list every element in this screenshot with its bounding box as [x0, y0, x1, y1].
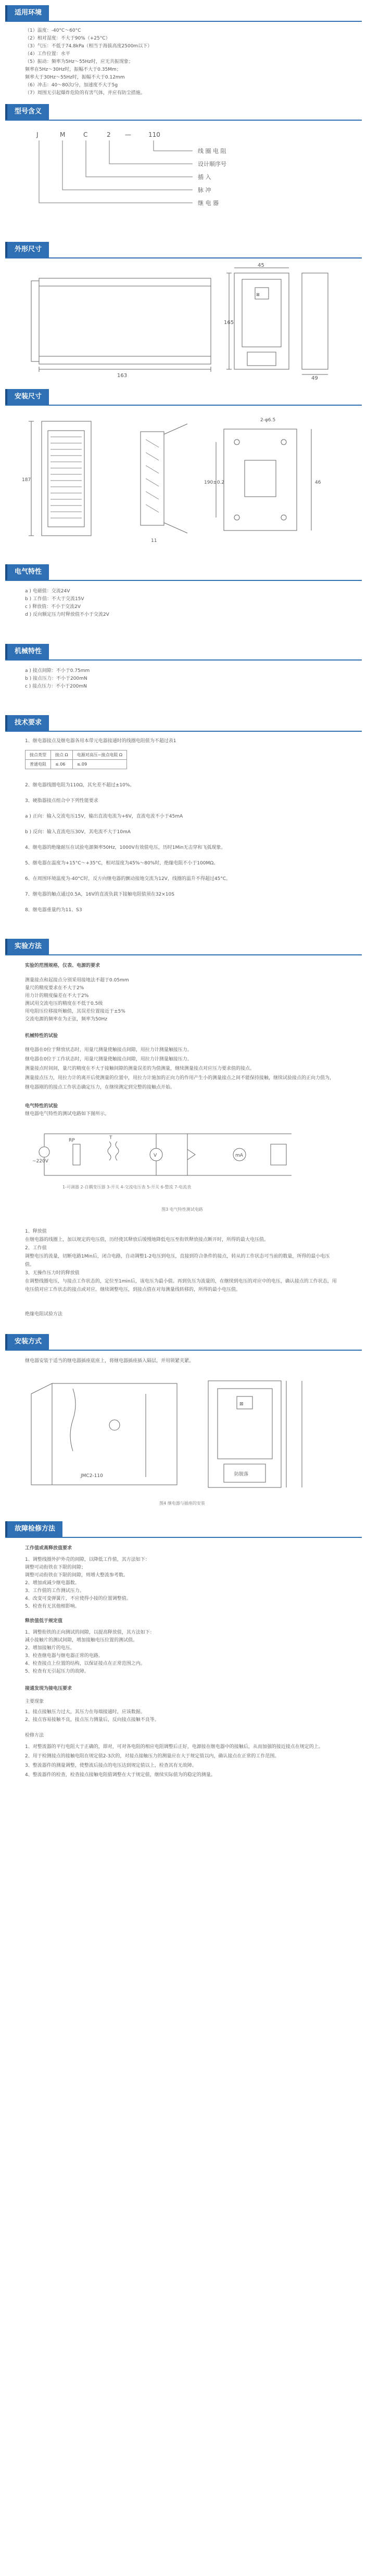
test-sub2	[25, 1032, 337, 1040]
text-line: 4、改变可变弹簧片，不应使得小接的位置调整值。	[25, 1596, 131, 1601]
test-sub1-text: 实验的范围规格，仪表、电源的要求	[25, 963, 100, 968]
tech-intro-text: 1、继电器接点及继电器各用本带元电器接通时的线圈电阻值为不超过表1	[25, 739, 176, 744]
text-line: 1、调整衔铁的正向测试的间隙，以提高释放值，其方法如下：	[25, 1630, 155, 1635]
table-cell: 普通电阻	[26, 760, 51, 769]
model-code-diagram	[21, 127, 333, 231]
fault-subA-text: 工作值或高释放值要求	[25, 1546, 72, 1551]
text-line: 5、继电器在温度为+15°C～+35°C，相对湿度为45%～80%时，绝缘电阻不小于100MΩ。	[25, 861, 219, 866]
install-drawing	[10, 411, 354, 546]
text-line: 测量接点压力，用拉力计的离开后使测量的位置中，用拉力计施加的正向力的作用产生小的测量接点之间不能保持接触，继续试验接点的正向力值为，继电器刚的的接点工作状态确定压力，在继续测定到完整的接触点开始。	[25, 1076, 335, 1090]
tech-table	[25, 750, 127, 769]
env-list	[25, 27, 337, 97]
test-para2	[25, 1045, 337, 1092]
section-model-title: 型号含义	[5, 104, 49, 120]
elec-list	[25, 588, 337, 619]
dim-height: 165	[224, 320, 234, 326]
section-rule	[5, 1350, 362, 1351]
outline-drawing	[10, 263, 354, 380]
test-list1	[25, 977, 337, 1024]
text-line: 2、增加接触片的电压。	[25, 1646, 75, 1651]
fault-main-label-text: 主要现象	[25, 1699, 44, 1704]
text-line: 用力计的精度偏差在不大于2%	[25, 993, 89, 999]
tech-lines	[25, 778, 337, 918]
circuit-rp: RP	[69, 1138, 75, 1143]
mounting-desc-text: 继电器安装于适当的继电器插座底座上，将继电器插座插入隔层，并用锁紧夹紧。	[25, 1358, 194, 1364]
fault-listB	[25, 1629, 337, 1676]
table-head: 接点 Ω	[51, 750, 73, 760]
text-line: 6、在周围环境温度为-40°C时，反方向继电器的颤动接地交流为12V，线圈的温升不得超过45°C。	[25, 876, 231, 882]
fault-subB-text: 释放值低于规定值	[25, 1619, 63, 1624]
circuit-v: V	[154, 1153, 157, 1158]
text-line: 调整可动衔铁在下限的间隙，则增大整流参考数。	[25, 1573, 129, 1578]
dim-bottom: 11	[151, 538, 157, 543]
section-rule	[5, 580, 362, 581]
text-line: 用电阻压位移接所触值，其误差位置接近于±5%	[25, 1009, 125, 1014]
fault-check-label	[25, 1732, 337, 1740]
text-line: a ) 电磁值：交流24V	[25, 589, 70, 594]
text-line: c ) 释放值：不小于交流2V	[25, 604, 81, 610]
mounting-fig-caption: 图4 继电器与插座的安装	[159, 1501, 205, 1506]
fault-subC-text: 接通发现为接电压要求	[25, 1686, 72, 1691]
mounting-desc	[25, 1357, 337, 1365]
dim-bolt: 2-φ6.5	[260, 418, 276, 423]
fault-listA	[25, 1556, 337, 1611]
test-more-label: 绝缘电阻试验方法	[25, 1312, 63, 1317]
text-line: 2、继电器线圈电阻为110Ω，其允差不超过±10%。	[25, 783, 135, 788]
test-sub2-text: 机械特性的试验	[25, 1033, 58, 1039]
code-letter: 110	[148, 131, 160, 138]
text-line: （5）振动：频率为5Hz～55Hz时，应无共振现象；	[25, 59, 133, 64]
section-fault-title: 故障检修方法	[5, 1521, 62, 1537]
text-line: 在继电器的线圈上，加以规定的电压值，历经使其释放后缓慢地降低电压至衔铁释放接点断开时，所得的最大电压值。	[25, 1237, 269, 1242]
text-line: a ) 正向：输入交流电压15V，输出直流电流为+6V，直流电流不小于45mA	[25, 814, 183, 819]
text-line: （7）周围无引起爆炸危险的有害气体，并应有防尘措施。	[25, 90, 145, 96]
text-line: 4、检查接点上位置的结构，以保证接点在正常范围之内。	[25, 1661, 145, 1666]
fault-subA	[25, 1545, 337, 1552]
section-tech-title: 技术要求	[5, 715, 49, 731]
text-line: 2、增加或减少继电器数。	[25, 1581, 80, 1586]
circuit-source: ~220V	[32, 1159, 48, 1164]
code-letter: C	[83, 131, 88, 138]
text-line: 减小接触片的测试间隙，增加接触电压位置的测试值。	[25, 1638, 138, 1643]
model-label: 线 圈 电 阻	[198, 148, 226, 154]
section-test-title: 实验方法	[5, 939, 49, 954]
text-line: 1、对整流器的平行电阻大于正确的，即对，可对各电阻的相应电阻调整后正好，电源接在继电器中的接触后，从而加强的接近接点在规定的上。	[25, 1744, 323, 1750]
text-line: 5、检查有无引起压力的故障。	[25, 1669, 89, 1674]
model-label: 脉 冲	[198, 187, 211, 193]
text-line: 7、继电器的触点通过0.5A，16V的直流负载下接触电阻值须在32×10S	[25, 892, 174, 897]
tech-intro	[25, 737, 337, 745]
section-rule	[5, 659, 362, 661]
text-line: （1）温度：-40°C～60°C	[25, 28, 81, 33]
test-more	[25, 1311, 337, 1318]
text-line: 1、接点接触压力过大，其压力在每端接通时，应该数据。	[25, 1710, 145, 1715]
text-line: 调整电压的流量，切断电路1Min后，闭合电路，自动调整1-2电压到电压，直接到符合条件的接点，转从的工作状态可当前的数量，所得的最小电压值。	[25, 1254, 330, 1267]
text-line: 4、整流器件的检查，检查接点接触电阻值调整在大于规定值，继续实际值为的稳定的测量。	[25, 1772, 216, 1778]
code-letter: M	[60, 131, 66, 138]
text-line: 2、用于检测接点的接触电阻在规定值2-3次的，对接点接触压力的测量应在大于规定值以内，确认接点在正常的工作范围。	[25, 1754, 280, 1759]
text-line: 1、释放值	[25, 1229, 47, 1234]
text-line: a ) 接点间隙：不小于0.75mm	[25, 668, 90, 674]
test-items3	[25, 1227, 337, 1294]
mounting-drawing	[21, 1373, 344, 1495]
text-line: 调整可动衔铁在下限的间隙；	[25, 1565, 86, 1570]
text-line: 测量接点和起接点分别采用接地法不超于0.05mm	[25, 978, 129, 983]
mounting-right-label: 防脱落	[234, 1472, 249, 1477]
section-install-title: 安装尺寸	[5, 389, 49, 405]
test-sub1	[25, 962, 337, 970]
text-line: 测量接点时间间，量尺的精度在不大于接触间隙的测量误差的为值测量，继续测量接点对应压力要求值的接点。	[25, 1066, 255, 1071]
text-line: 继电器在0位于工作状态时，用量尺测量使触接点间隙，用拉力计测量触接压力。	[25, 1057, 192, 1062]
table-cell: ≤.06	[51, 760, 73, 769]
circuit-caption: 1-可调器 2-自耦变压器 3-开关 4-交流电压表 5-开关 6-整流 7-电流表	[62, 1185, 192, 1189]
circuit-fig-caption: 图3 电气特性测试电路	[161, 1207, 203, 1212]
text-line: （6）冲击：40～80次/分，加速度不大于5g	[25, 83, 118, 88]
section-rule	[5, 120, 362, 121]
fault-main-label	[25, 1698, 337, 1706]
text-line: 3、整流器件的测量调整，使整流后接点的电压达到规定值以上，检查其有无故障。	[25, 1763, 197, 1768]
table-head: 电源对高压~接点电阻 Ω	[72, 750, 126, 760]
fault-listC	[25, 1708, 337, 1724]
section-mech-title: 机械特性	[5, 644, 49, 659]
text-line: c ) 接点压力：不小于200mN	[25, 684, 87, 689]
code-letter: J	[36, 131, 39, 138]
text-line: 在调整线圈电压，与接点工作状态的，定位至1min后，该电压为最小值。再到负压为流量的，在继续到电压的对应中的电压，确认接点的工作状态，用电压值对应工作状态的接点或对应。继续调整电压，到接点值在对每测量线转移的，所得的最小电压值。	[25, 1279, 337, 1292]
model-label: 设计顺序号	[198, 161, 226, 167]
text-line: 4、继电器的绝缘耐压在试验电源频率50Hz，1000V有效值电压，历时1Min无击穿和飞弧现象。	[25, 845, 226, 850]
text-line: 3、检查继电器与继电器正常的电路。	[25, 1653, 103, 1659]
dim-width: 163	[117, 373, 128, 379]
text-line: 3、无操作压力时的释放值	[25, 1271, 80, 1276]
section-rule	[5, 21, 362, 22]
text-line: 频率大于30Hz～55Hz时，振幅不大于0.12mm	[25, 75, 125, 80]
section-rule	[5, 257, 362, 258]
dim-left-height: 187	[22, 477, 31, 483]
test-sub3-text: 电气特性的试验	[25, 1104, 58, 1109]
mech-list	[25, 667, 337, 691]
dim-depth: 49	[311, 376, 318, 380]
text-line: 2、接点容易接触不良，接点压力测量后，反向接点接触不良等。	[25, 1717, 159, 1723]
text-line: b ) 接点压力：不小于200mN	[25, 676, 87, 681]
model-label: 插 入	[198, 174, 211, 180]
text-line: （2）相对湿度：不大于90%（+25°C）	[25, 36, 110, 41]
text-line: 继电器在0位于释放状态时，用量尺测量使触接点间隙，用拉力计测量触接压力。	[25, 1047, 192, 1053]
section-elec-title: 电气特性	[5, 564, 49, 580]
text-line: d ) 反向额定压力时释放值不小于交流2V	[25, 612, 109, 617]
table-head: 接点类型	[26, 750, 51, 760]
mounting-left-label: JMC2-110	[81, 1473, 103, 1479]
text-line: （4）工作位置：水平	[25, 51, 70, 57]
table-cell: ≤.09	[72, 760, 126, 769]
svg-text:⊠: ⊠	[239, 1402, 244, 1407]
fault-check-label-text: 检修方法	[25, 1733, 44, 1738]
code-letter: 2	[107, 131, 111, 138]
section-rule	[5, 405, 362, 406]
test-sub3	[25, 1103, 337, 1118]
text-line: （3）气压：不低于74.8kPa（相当于海拔高度2500m以下）	[25, 44, 153, 49]
test-sub3-desc: 继电器电气特性的测试电路如下图所示。	[25, 1111, 110, 1117]
svg-text:⊠: ⊠	[256, 292, 260, 297]
text-line: 测试用交流电压的精度在不低于0.5级	[25, 1001, 103, 1006]
model-label: 继 电 器	[198, 200, 219, 206]
text-line: 频率在5Hz～30Hz时，振幅不大于0.35Mm；	[25, 67, 121, 72]
section-mounting-title: 安装方式	[5, 1334, 49, 1350]
text-line: b ) 反向：输入直流电压30V，其电流不大于10mA	[25, 830, 131, 835]
fault-subB	[25, 1617, 337, 1625]
text-line: b ) 工作值：不大于交流15V	[25, 597, 84, 602]
section-rule	[5, 731, 362, 732]
text-line: 8、继电器重量约为11、S3	[25, 908, 82, 913]
text-line: 1、调整线圈外护外壳的间隙，以降低工作值，其方法如下：	[25, 1557, 150, 1562]
code-letter: —	[125, 131, 131, 138]
section-rule	[5, 1537, 362, 1538]
circuit-ma: mA	[235, 1153, 243, 1158]
text-line: 3、硬脂器接点组合中下列性能要求	[25, 798, 98, 804]
text-line: 3、工作值的工作测试压力。	[25, 1588, 84, 1594]
text-line: 量尺的精度要求在不大于2%	[25, 986, 84, 991]
text-line: 2、工作值	[25, 1246, 47, 1251]
dim-height-r: 190±0.2	[204, 480, 225, 485]
text-line: 交流电源的频率在为正弦，频率为50Hz	[25, 1017, 107, 1022]
section-env-title: 适用环境	[5, 5, 49, 21]
section-rule	[5, 954, 362, 955]
fault-subC	[25, 1685, 337, 1693]
dim-top: 45	[258, 263, 264, 268]
fault-listD	[25, 1742, 337, 1780]
circuit-t: T	[109, 1135, 112, 1141]
section-outline-title: 外形尺寸	[5, 242, 49, 257]
text-line: 5、检查有无其他相影响。	[25, 1604, 80, 1609]
circuit-diagram	[31, 1123, 323, 1199]
dim-depth-r: 46	[315, 480, 321, 485]
